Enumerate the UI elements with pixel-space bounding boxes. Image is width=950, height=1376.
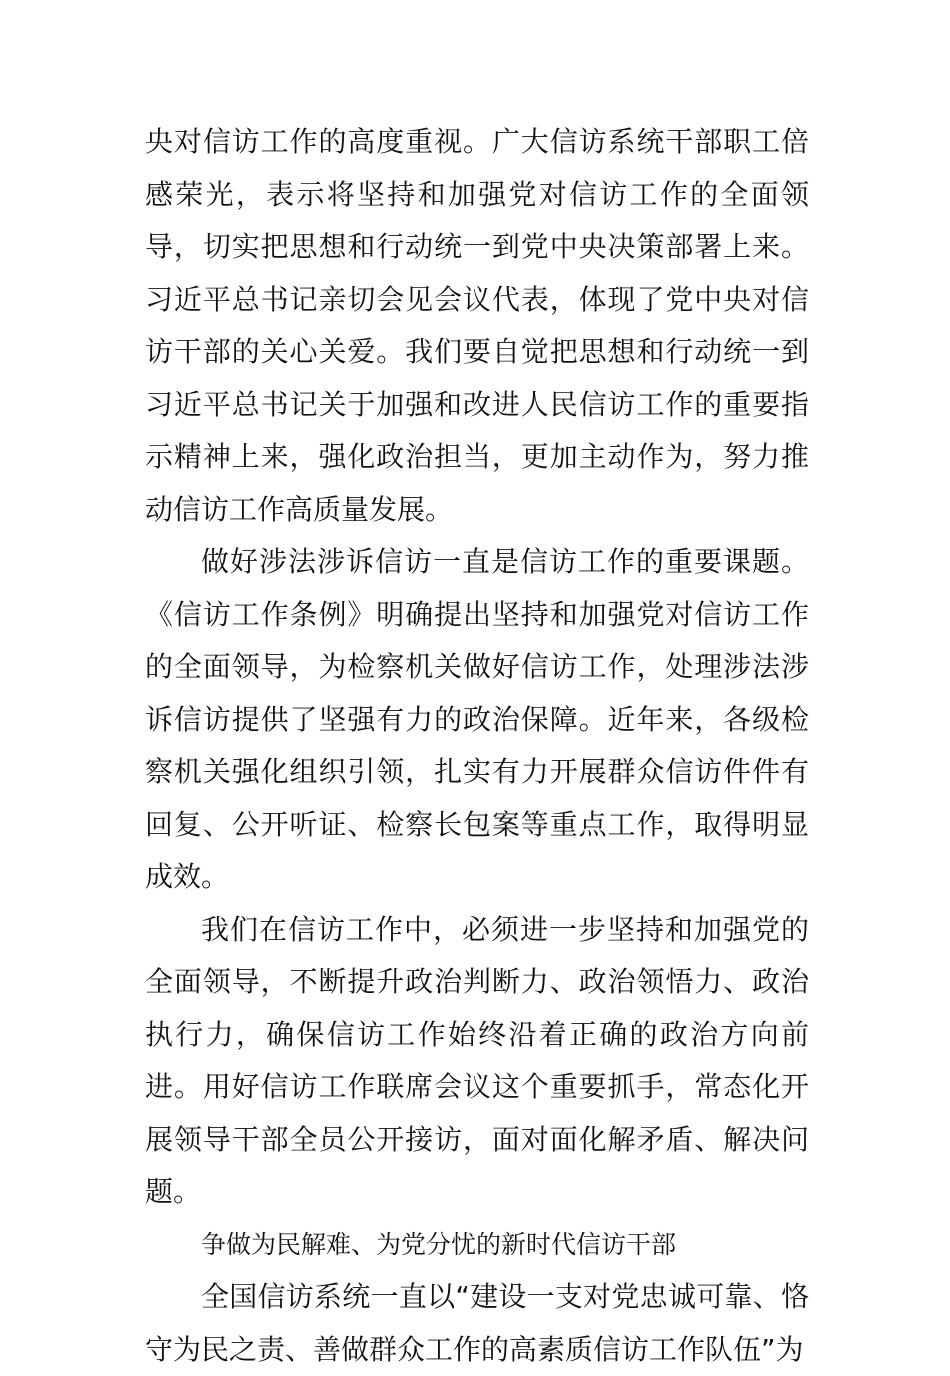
document-body — [145, 116, 809, 1376]
paragraph-petition-topic: 做好涉法涉诉信访一直是信访工作的重要课题。《信访工作条例》明确提出坚持和加强党对信访工作的全面领导，为检察机关做好信访工作，处理涉法涉诉信访提供了坚强有力的政治保障。近年来，各级检察机关强化组织引领，扎实有力开展群众信访件件有回复、公开听证、检察长包案等重点工作，取得明显成效。 — [145, 545, 809, 893]
paragraph-continuation: 央对信访工作的高度重视。广大信访系统干部职工倍感荣光，表示将坚持和加强党对信访工作的全面领导，切实把思想和行动统一到党中央决策部署上来。习近平总书记亲切会见会议代表，体现了党中央对信访干部的关心关爱。我们要自觉把思想和行动统一到习近平总书记关于加强和改进人民信访工作的重要指示精神上来，强化政治担当，更加主动作为，努力推动信访工作高质量发展。 — [145, 125, 809, 526]
paragraph-party-leadership: 我们在信访工作中，必须进一步坚持和加强党的全面领导，不断提升政治判断力、政治领悟力、政治执行力，确保信访工作始终沿着正确的政治方向前进。用好信访工作联席会议这个重要抓手，常态化开展领导干部全员公开接访，面对面化解矛盾、解决问题。 — [145, 912, 809, 1208]
paragraph-petition-team: 全国信访系统一直以“建设一支对党忠诚可靠、恪守为民之责、善做群众工作的高素质信访工作队伍”为 — [145, 1280, 809, 1366]
section-heading: 争做为民解难、为党分忧的新时代信访干部 — [201, 1229, 677, 1259]
